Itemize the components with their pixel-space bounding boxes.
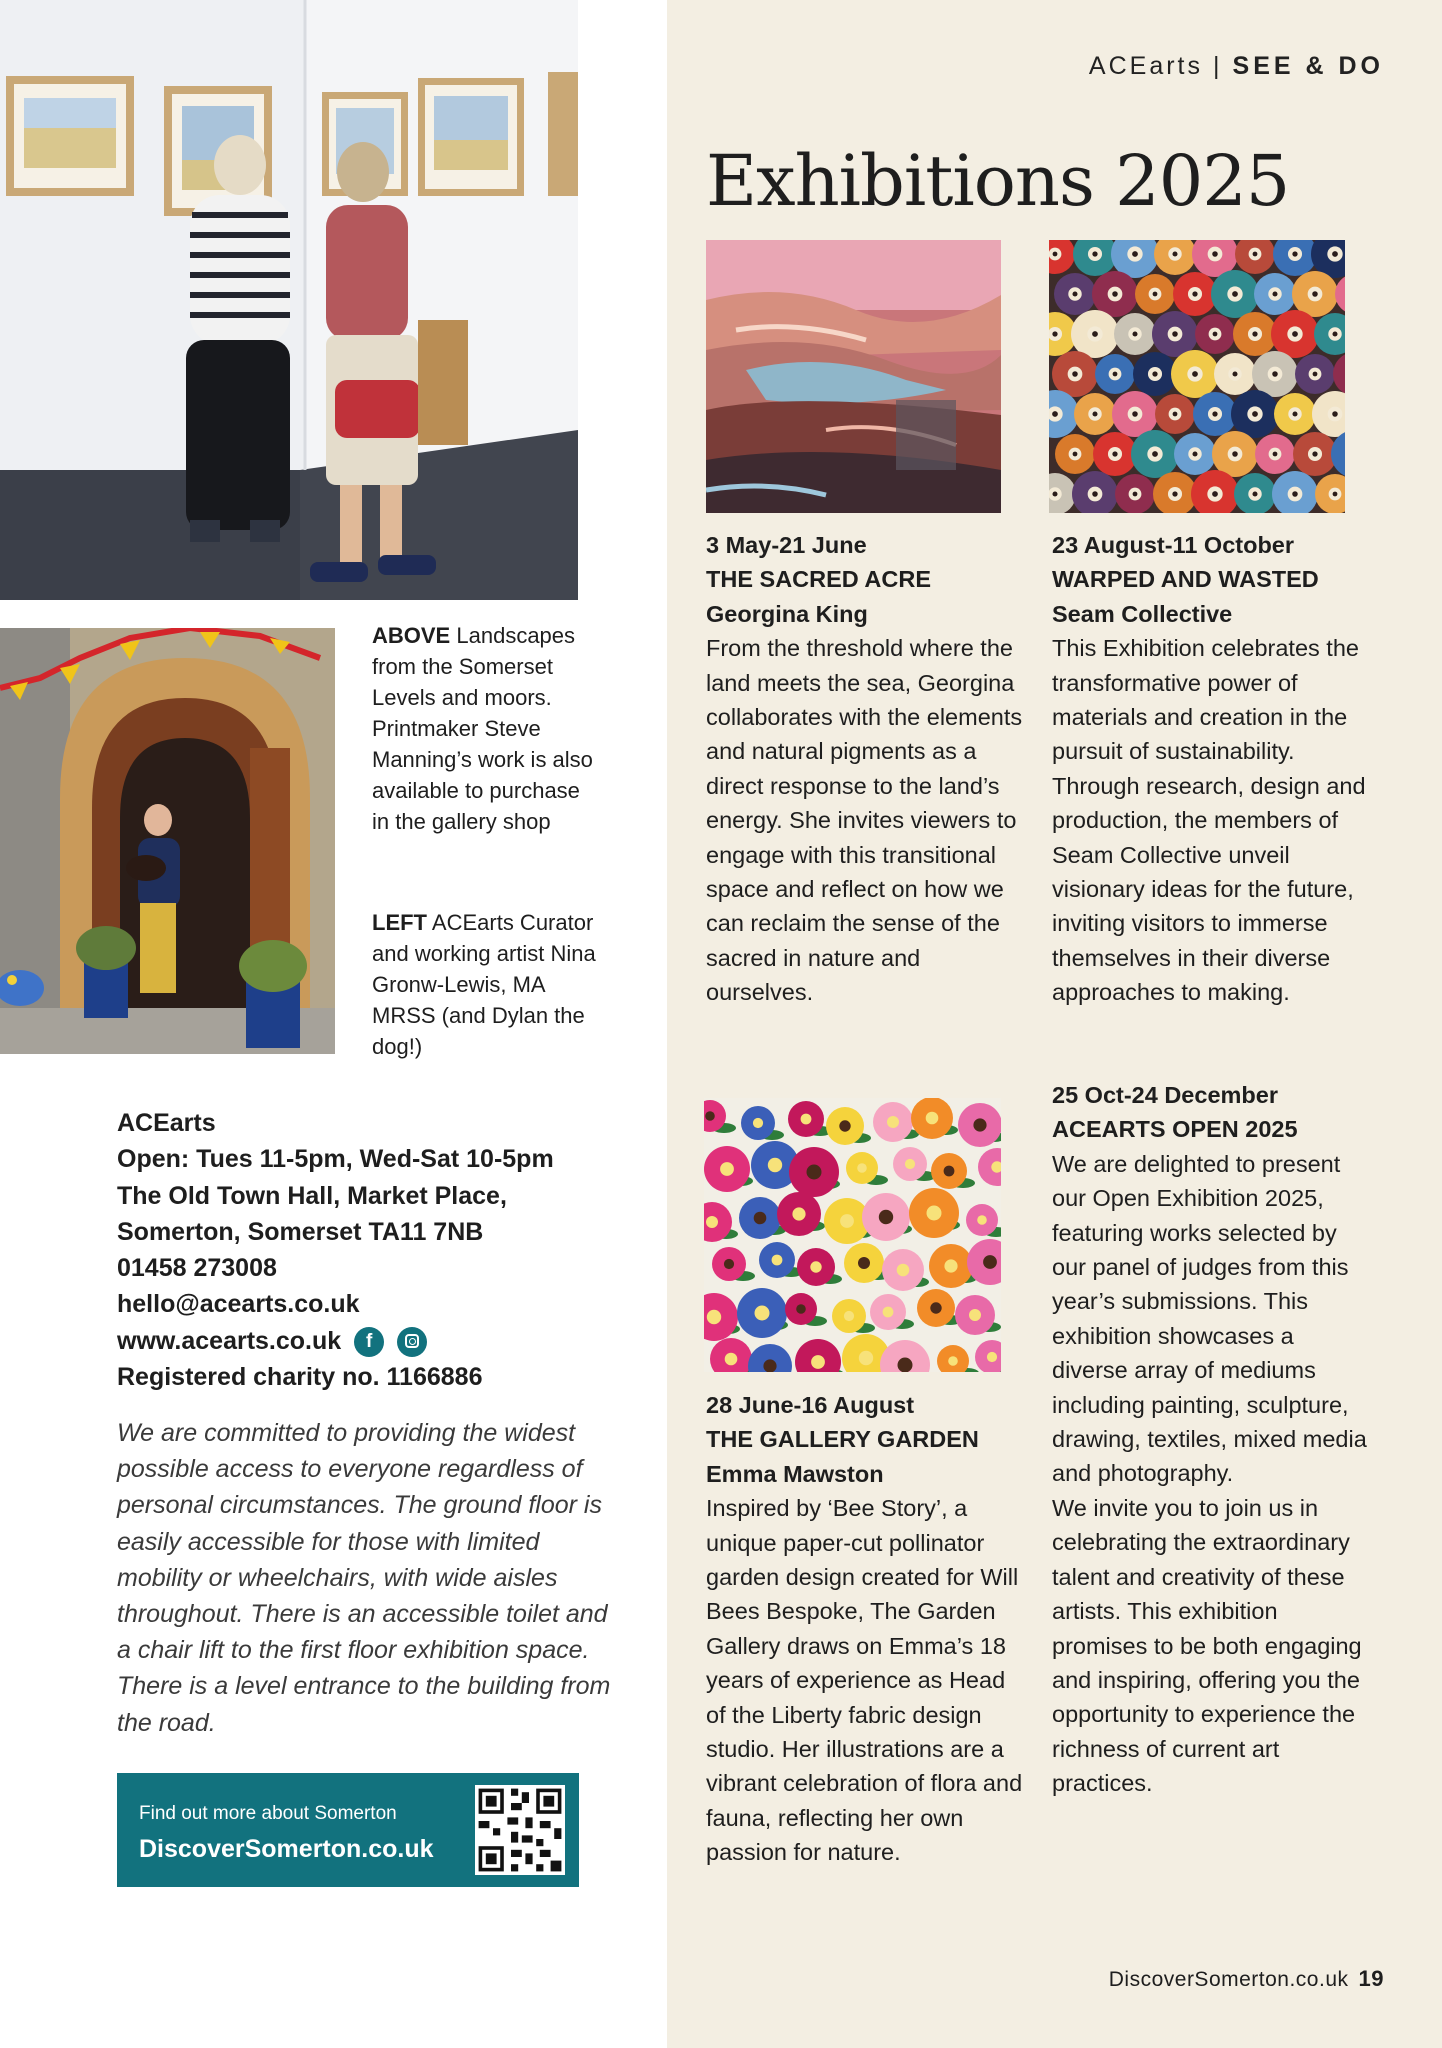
page-number: 19 <box>1358 1966 1384 1991</box>
caption-above-text: Landscapes from the Somerset Levels and moors. Printmaker Steve Manning’s work is also available to purchase in the gallery shop <box>372 623 593 834</box>
promo-small-text: Find out more about Somerton <box>139 1803 397 1824</box>
header-section: SEE & DO <box>1232 52 1384 80</box>
contact-block <box>117 1105 617 1395</box>
gallery-entrance-photo <box>0 628 335 1054</box>
instagram-icon[interactable] <box>397 1327 427 1357</box>
promo-box[interactable] <box>117 1773 579 1887</box>
exhibition-description: Inspired by ‘Bee Story’, a unique paper-cut pollinator garden design created for Will Bees Bespoke, The Garden Gallery draws on Emma’s 18 years of experience as Head of the Liberty fabric design studio. Her illustrations are a vibrant celebration of flora and fauna, reflecting her own passion for nature. <box>706 1495 1023 1866</box>
contact-website-row <box>117 1323 617 1359</box>
exhibition-title: ACEARTS OPEN 2025 <box>1052 1116 1298 1143</box>
exhibition-description: We are delighted to present our Open Exhibition 2025, featuring works selected by our panel of judges from this year’s submissions. This exhibition showcases a diverse array of mediums including painting, sculpture, drawing, textiles, mixed media and photography. <box>1052 1150 1367 1487</box>
exhibition-acearts-open <box>1052 1078 1372 1801</box>
contact-address-line2: Somerton, Somerset TA11 7NB <box>117 1217 484 1246</box>
page-footer <box>1109 1966 1384 1992</box>
exhibition-description-2: We invite you to join us in celebrating the extraordinary talent and creativity of these artists. This exhibition promises to be both engaging and inspiring, offering you the opportunity to experience the richness of current art practices. <box>1052 1494 1362 1797</box>
exhibition-title: THE GALLERY GARDEN <box>706 1426 979 1453</box>
exhibition-date: 23 August-11 October <box>1052 532 1295 558</box>
page-title: Exhibitions 2025 <box>706 140 1290 222</box>
contact-name: ACEarts <box>117 1109 216 1137</box>
footer-site: DiscoverSomerton.co.uk <box>1108 1968 1349 1991</box>
contact-address-line1: The Old Town Hall, Market Place, <box>117 1181 507 1210</box>
contact-charity: Registered charity no. 1166886 <box>117 1363 483 1392</box>
promo-website[interactable]: DiscoverSomerton.co.uk <box>139 1835 434 1863</box>
exhibition-title: WARPED AND WASTED <box>1052 566 1319 593</box>
exhibition-sacred-acre <box>706 528 1026 1010</box>
exhibition-description: From the threshold where the land meets the sea, Georgina collaborates with the elements and natural pigments as a direct response to the land’s energy. She invites viewers to engage with this transitional space and reflect on how we can reclaim the sense of the sacred in nature and ourselves. <box>706 635 1023 1006</box>
facebook-icon[interactable]: f <box>354 1327 384 1357</box>
exhibition-artist: Georgina King <box>706 600 868 627</box>
sacred-acre-artwork <box>706 240 1001 513</box>
section-header <box>1089 52 1384 81</box>
thread-spools-photo <box>1049 240 1345 513</box>
exhibition-warped-and-wasted <box>1052 528 1372 1010</box>
exhibition-date: 3 May-21 June <box>706 532 867 558</box>
caption-above-label: ABOVE <box>372 623 451 648</box>
contact-website[interactable]: www.acearts.co.uk <box>117 1326 342 1355</box>
accessibility-statement: We are committed to providing the widest possible access to everyone regardless of personal circumstances. The ground floor is easily accessible for those with limited mobility or wheelchairs, with wide aisles throughout. There is an accessible toilet and a chair lift to the first floor exhibition space. There is a level entrance to the building from the road. <box>117 1419 611 1737</box>
exhibition-date: 28 June-16 August <box>706 1392 915 1418</box>
caption-left <box>372 907 602 1062</box>
exhibition-artist: Seam Collective <box>1052 600 1233 627</box>
header-separator: | <box>1213 52 1223 80</box>
caption-above <box>372 620 602 837</box>
exhibition-title: THE SACRED ACRE <box>706 566 932 593</box>
header-brand: ACEarts <box>1088 52 1204 80</box>
contact-hours: Open: Tues 11-5pm, Wed-Sat 10-5pm <box>117 1145 554 1174</box>
exhibition-description: This Exhibition celebrates the transformative power of materials and creation in the pursuit of sustainability. Through research, design and production, the members of Seam Collective unveil visionary ideas for the future, inviting visitors to immerse themselves in their diverse approaches to making. <box>1052 635 1366 1006</box>
gallery-visitors-photo <box>0 0 578 600</box>
caption-left-label: LEFT <box>372 910 427 935</box>
contact-phone[interactable]: 01458 273008 <box>117 1254 277 1283</box>
exhibition-gallery-garden <box>706 1388 1026 1870</box>
exhibition-date: 25 Oct-24 December <box>1052 1082 1278 1108</box>
caption-left-text: ACEarts Curator and working artist Nina Gronw-Lewis, MA MRSS (and Dylan the dog!) <box>372 910 596 1059</box>
gallery-garden-artwork <box>704 1098 1001 1372</box>
contact-email[interactable]: hello@acearts.co.uk <box>117 1290 360 1319</box>
exhibition-artist: Emma Mawston <box>706 1460 884 1487</box>
qr-code-icon[interactable] <box>475 1785 565 1875</box>
